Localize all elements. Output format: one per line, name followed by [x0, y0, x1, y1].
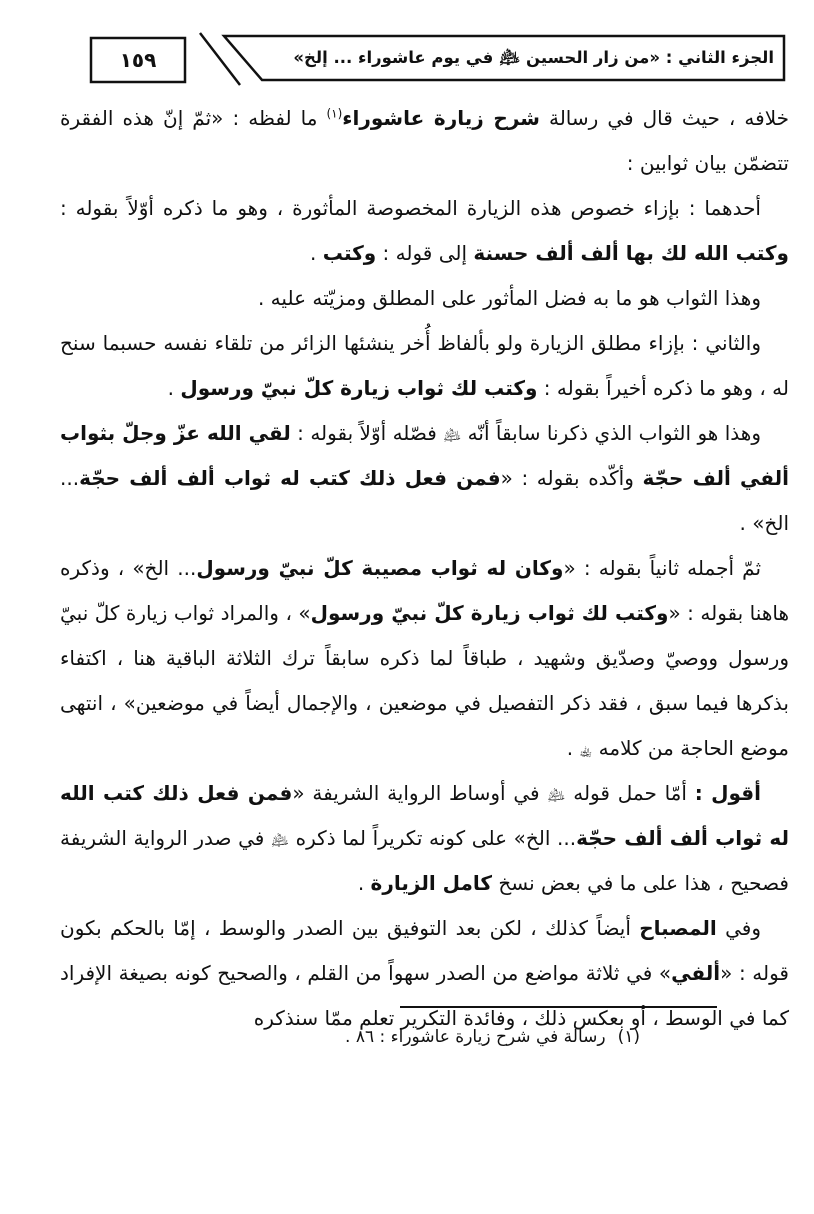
chapter-title: الجزء الثاني : «من زار الحسين ﵇ في يوم عاشوراء ... إلخ»	[293, 48, 774, 67]
text-segment: وهذا هو الثواب الذي ذكرنا سابقاً أنّه	[461, 421, 761, 445]
text-segment: أيضاً كذلك ، لكن بعد التوفيق بين الصدر والوسط ، إمّا بالحكم بكون قوله : «	[60, 916, 789, 985]
text-segment: خلافه ، حيث قال في رسالة	[539, 106, 789, 130]
text-segment: فصّله أوّلاً بقوله :	[290, 421, 444, 445]
emphasized-text: وكتب الله لك بها ألف ألف حسنة	[473, 241, 789, 265]
text-segment: ... الخ» على كونه تكريراً لما ذكره	[289, 826, 577, 850]
text-segment: والثاني : بإزاء مطلق الزيارة ولو بألفاظ أُخر ينشئها الزائر من تلقاء نفسه حسبما سنح له ، وهو ما ذكره أخيراً بقوله :	[60, 331, 789, 400]
footnote	[345, 1022, 640, 1052]
emphasized-text: فمن فعل ذلك كتب الله له ثواب ألف ألف حجّة	[60, 781, 789, 850]
text-segment: وهذا الثواب هو ما به فضل المأثور على المطلق ومزيّته عليه .	[257, 286, 761, 310]
paragraph	[60, 186, 789, 276]
honorific-symbol: ﵀	[579, 743, 593, 759]
honorific-symbol: ﵇	[443, 428, 462, 444]
footnote-separator	[400, 1006, 717, 1008]
emphasized-text: ألفي	[671, 961, 721, 985]
text-segment: .	[566, 736, 580, 760]
text-segment: أحدهما : بإزاء خصوص هذه الزيارة المخصوصة المأثورة ، وهو ما ذكره أوّلاً بقوله :	[60, 196, 761, 220]
paragraph	[60, 276, 789, 321]
emphasized-text: وكتب لك ثواب زيارة كلّ نبيّ ورسول	[180, 376, 538, 400]
text-segment: وأكّده بقوله : «	[500, 466, 643, 490]
text-segment: في صدر الرواية الشريفة فصحيح ، هذا على ما في بعض نسخ	[60, 826, 789, 895]
text-segment: وفي	[716, 916, 761, 940]
paragraph	[60, 411, 789, 546]
paragraph	[60, 546, 789, 771]
emphasized-text: فمن فعل ذلك كتب له ثواب ألف ألف حجّة	[79, 466, 501, 490]
paragraph	[60, 906, 789, 1041]
paragraph	[60, 321, 789, 411]
emphasized-text: لقي الله عزّ وجلّ بثواب ألفي ألف حجّة	[60, 421, 789, 490]
body-text	[60, 96, 789, 1041]
honorific-symbol: ﵇	[270, 833, 290, 849]
page-header-banner	[88, 30, 788, 88]
text-segment: ... الخ» ، وذكره هاهنا بقوله : «	[60, 556, 790, 625]
footnote-reference: (١)	[326, 106, 343, 121]
emphasized-text: وكان له ثواب مصيبة كلّ نبيّ ورسول	[196, 556, 564, 580]
text-segment: ... الخ» .	[60, 466, 789, 535]
emphasized-text: المصباح	[639, 916, 717, 940]
text-segment: ثمّ أجمله ثانياً بقوله : «	[563, 556, 762, 580]
text-segment: في أوساط الرواية الشريفة «	[292, 781, 548, 805]
emphasized-text: أقول :	[694, 781, 761, 805]
text-segment: إلى قوله :	[376, 241, 474, 265]
text-segment: أمّا حمل قوله	[565, 781, 695, 805]
text-segment: .	[310, 241, 323, 265]
honorific-symbol: ﵇	[547, 788, 566, 804]
page-number: ١٥٩	[119, 48, 157, 72]
footnote-marker: (١)	[617, 1027, 640, 1047]
text-segment: ما لفظه : «ثمّ إنّ هذه الفقرة تتضمّن بيان ثوابين :	[60, 106, 789, 175]
emphasized-text: كامل الزيارة	[370, 871, 493, 895]
text-segment: » ، والمراد ثواب زيارة كلّ نبيّ ورسول ووصيّ وصدّيق وشهيد ، طباقاً لما ذكره سابقاً ترك الثلاثة الباقية هنا ، اكتفاء بذكرها فيما سبق ، فقد ذكر التفصيل في موضعين ، والإجمال أيضاً في موضعين» ، انتهى موضع الحاجة من كلامه	[60, 601, 789, 760]
footnote-text: رسالة في شرح زيارة عاشوراء : ٨٦ .	[345, 1027, 606, 1047]
text-segment: .	[357, 871, 371, 895]
text-segment: .	[167, 376, 181, 400]
emphasized-text: وكتب	[322, 241, 377, 265]
emphasized-text: شرح زيارة عاشوراء	[342, 106, 540, 130]
text-segment: » في ثلاثة مواضع من الصدر سهواً من القلم ، والصحيح كونه بصيغة الإفراد كما في الوسط ، أو بعكس ذلك ، وفائدة التكرير تعلم ممّا سنذكره	[60, 961, 789, 1030]
paragraph	[60, 96, 789, 186]
emphasized-text: وكتب لك ثواب زيارة كلّ نبيّ ورسول	[310, 601, 669, 625]
paragraph	[60, 771, 789, 906]
